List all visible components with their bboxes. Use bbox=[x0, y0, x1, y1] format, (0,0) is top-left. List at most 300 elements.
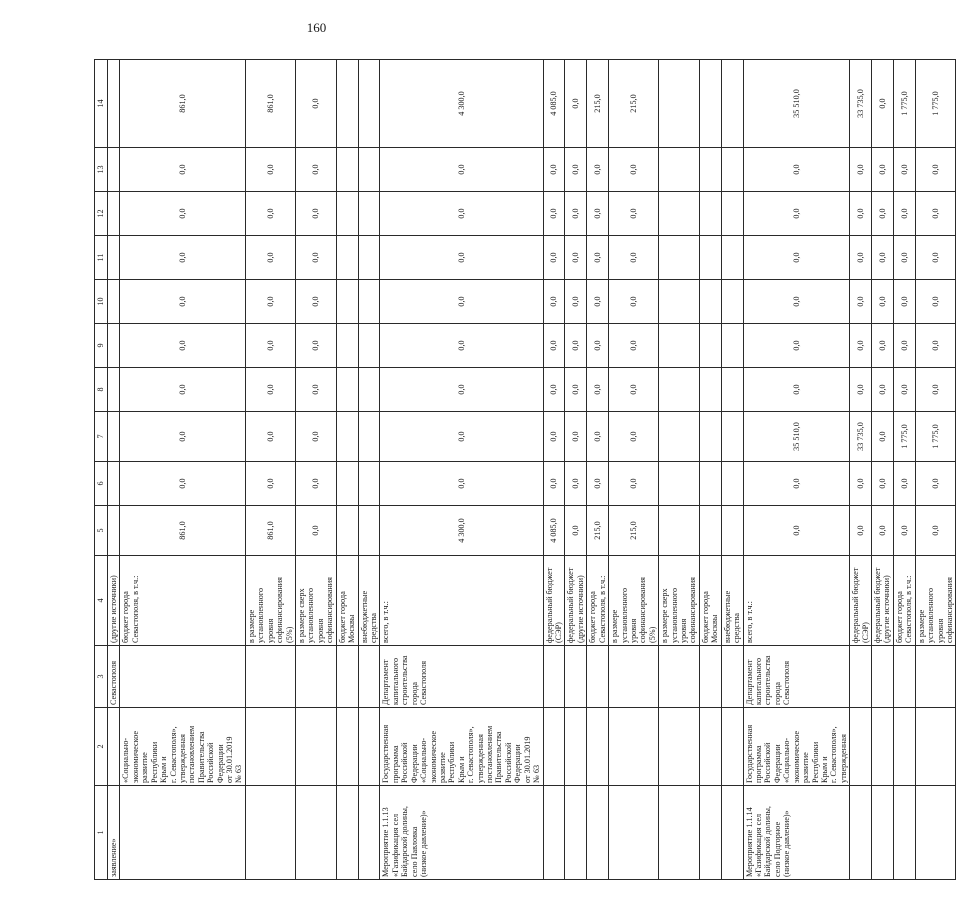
table-cell bbox=[336, 192, 358, 236]
table-cell: 0,0 bbox=[587, 324, 609, 368]
table-cell: 0,0 bbox=[245, 368, 295, 412]
table-cell bbox=[120, 786, 245, 880]
table-cell: 0,0 bbox=[120, 368, 245, 412]
column-number-row bbox=[95, 60, 108, 880]
table-row bbox=[296, 60, 337, 880]
table-cell bbox=[721, 708, 743, 786]
table-cell bbox=[721, 148, 743, 192]
table-cell: 0,0 bbox=[893, 192, 915, 236]
table-cell bbox=[358, 236, 380, 280]
column-number-cell: 10 bbox=[95, 280, 108, 324]
table-row bbox=[245, 60, 295, 880]
table-cell bbox=[336, 280, 358, 324]
table-cell bbox=[543, 708, 565, 786]
table-cell bbox=[893, 786, 915, 880]
table-cell: 0,0 bbox=[245, 236, 295, 280]
table-cell: 0,0 bbox=[543, 368, 565, 412]
table-cell: 0,0 bbox=[296, 462, 337, 506]
table-cell bbox=[699, 280, 721, 324]
column-number-cell: 11 bbox=[95, 236, 108, 280]
table-cell bbox=[659, 280, 700, 324]
table-cell: 0,0 bbox=[296, 412, 337, 462]
table-cell bbox=[336, 786, 358, 880]
table-cell bbox=[872, 786, 894, 880]
table-cell bbox=[108, 368, 120, 412]
table-cell: 4 085,0 bbox=[543, 506, 565, 556]
table-cell bbox=[721, 280, 743, 324]
table-cell bbox=[543, 646, 565, 708]
table-cell bbox=[659, 462, 700, 506]
table-cell bbox=[659, 708, 700, 786]
table-cell bbox=[659, 646, 700, 708]
table-cell: 0,0 bbox=[893, 506, 915, 556]
table-cell bbox=[358, 506, 380, 556]
table-cell: 0,0 bbox=[296, 506, 337, 556]
table-cell bbox=[108, 148, 120, 192]
table-cell: 0,0 bbox=[565, 148, 587, 192]
table-cell bbox=[872, 646, 894, 708]
table-row bbox=[699, 60, 721, 880]
table-cell: в размере установленного уровня софинансирования (5%) bbox=[245, 556, 295, 646]
table-cell bbox=[336, 236, 358, 280]
table-cell: бюджет города Севастополя, в т.ч.: bbox=[120, 556, 245, 646]
table-cell bbox=[699, 324, 721, 368]
table-cell bbox=[893, 646, 915, 708]
table-cell: 0,0 bbox=[609, 236, 659, 280]
table-cell: 0,0 bbox=[609, 368, 659, 412]
table-cell: 0,0 bbox=[296, 236, 337, 280]
table-cell bbox=[699, 412, 721, 462]
table-cell: 0,0 bbox=[609, 412, 659, 462]
table-cell: Мероприятие 1.1.13 «Газификация сел Байдарской долины, село Павловка (низкое давление)» bbox=[380, 786, 543, 880]
table-cell bbox=[699, 60, 721, 148]
column-number-cell: 2 bbox=[95, 708, 108, 786]
table-cell bbox=[915, 786, 956, 880]
table-cell bbox=[108, 506, 120, 556]
table-cell: 0,0 bbox=[296, 60, 337, 148]
table-cell: 0,0 bbox=[296, 324, 337, 368]
table-cell bbox=[336, 506, 358, 556]
table-cell: 0,0 bbox=[872, 368, 894, 412]
table-cell: Государственная программа Российской Федерации «Социально- экономическое развитие Республики Крым и г. Севастополя», утвержденная bbox=[743, 708, 850, 786]
column-number-cell: 8 bbox=[95, 368, 108, 412]
table-row bbox=[108, 60, 120, 880]
table-cell: 0,0 bbox=[850, 280, 872, 324]
table-cell: 4 300,0 bbox=[380, 60, 543, 148]
table-cell: 0,0 bbox=[609, 192, 659, 236]
table-cell: 215,0 bbox=[587, 506, 609, 556]
table-cell bbox=[699, 236, 721, 280]
table-cell: 0,0 bbox=[543, 462, 565, 506]
table-cell: 0,0 bbox=[380, 368, 543, 412]
table-cell: 0,0 bbox=[743, 148, 850, 192]
table-cell: 0,0 bbox=[587, 412, 609, 462]
column-number-cell: 1 bbox=[95, 786, 108, 880]
table-cell: 215,0 bbox=[609, 60, 659, 148]
table-cell: в размере установленного уровня софинансирования bbox=[915, 556, 956, 646]
table-cell: 0,0 bbox=[565, 192, 587, 236]
table-cell bbox=[721, 412, 743, 462]
table-cell: 0,0 bbox=[245, 280, 295, 324]
column-number-cell: 6 bbox=[95, 462, 108, 506]
table-cell: 0,0 bbox=[915, 324, 956, 368]
table-cell bbox=[108, 412, 120, 462]
table-body bbox=[95, 60, 956, 880]
column-number-cell: 14 bbox=[95, 60, 108, 148]
table-row bbox=[358, 60, 380, 880]
table-cell bbox=[721, 646, 743, 708]
table-cell: заявление» bbox=[108, 786, 120, 880]
rotated-page-content bbox=[94, 60, 955, 880]
table-cell: 0,0 bbox=[743, 324, 850, 368]
table-cell: 0,0 bbox=[587, 280, 609, 324]
table-cell: 0,0 bbox=[296, 368, 337, 412]
table-cell: в размере сверх установленного уровня софинансирования bbox=[296, 556, 337, 646]
table-cell: 0,0 bbox=[850, 236, 872, 280]
table-cell bbox=[358, 708, 380, 786]
table-cell: 0,0 bbox=[743, 506, 850, 556]
table-cell: 0,0 bbox=[743, 280, 850, 324]
table-cell bbox=[609, 708, 659, 786]
table-cell: 0,0 bbox=[587, 462, 609, 506]
table-cell: Государственная программа Российской Федерации «Социально- экономическое развитие Республики Крым и г. Севастополя», утвержденная постановлением Правительства Российской Федерации от 30.01.2019 № 63 bbox=[380, 708, 543, 786]
table-cell: 0,0 bbox=[380, 192, 543, 236]
table-cell bbox=[358, 368, 380, 412]
table-row bbox=[336, 60, 358, 880]
table-cell: Севастополя bbox=[108, 646, 120, 708]
table-cell: внебюджетные средства bbox=[721, 556, 743, 646]
table-cell bbox=[358, 280, 380, 324]
table-row bbox=[543, 60, 565, 880]
table-cell: 861,0 bbox=[245, 506, 295, 556]
table-cell: 0,0 bbox=[565, 60, 587, 148]
table-cell: 0,0 bbox=[565, 324, 587, 368]
table-row bbox=[915, 60, 956, 880]
table-cell bbox=[358, 60, 380, 148]
table-cell: 0,0 bbox=[296, 192, 337, 236]
table-cell: 0,0 bbox=[543, 324, 565, 368]
table-cell: 0,0 bbox=[565, 412, 587, 462]
table-cell: 0,0 bbox=[245, 462, 295, 506]
table-cell bbox=[336, 462, 358, 506]
table-cell: 0,0 bbox=[609, 280, 659, 324]
table-cell: 0,0 bbox=[915, 236, 956, 280]
table-cell bbox=[336, 60, 358, 148]
table-cell bbox=[699, 192, 721, 236]
table-cell: (другие источники) bbox=[108, 556, 120, 646]
table-cell: 0,0 bbox=[380, 236, 543, 280]
table-cell bbox=[336, 368, 358, 412]
table-cell: 0,0 bbox=[915, 280, 956, 324]
table-row bbox=[743, 60, 850, 880]
table-cell: 0,0 bbox=[872, 412, 894, 462]
table-row bbox=[659, 60, 700, 880]
table-cell bbox=[850, 708, 872, 786]
table-cell: 33 735,0 bbox=[850, 412, 872, 462]
table-cell: 0,0 bbox=[743, 192, 850, 236]
table-cell: 35 510,0 bbox=[743, 60, 850, 148]
table-cell bbox=[893, 708, 915, 786]
table-cell: 0,0 bbox=[850, 506, 872, 556]
table-cell bbox=[721, 506, 743, 556]
table-cell: 1 775,0 bbox=[893, 412, 915, 462]
table-cell bbox=[659, 192, 700, 236]
table-cell bbox=[108, 708, 120, 786]
table-cell bbox=[565, 786, 587, 880]
table-cell: 1 775,0 bbox=[915, 412, 956, 462]
table-cell: 0,0 bbox=[587, 368, 609, 412]
table-cell: 0,0 bbox=[743, 368, 850, 412]
table-row bbox=[565, 60, 587, 880]
table-cell: 0,0 bbox=[120, 462, 245, 506]
table-cell: 0,0 bbox=[380, 462, 543, 506]
table-cell bbox=[659, 236, 700, 280]
table-cell: 0,0 bbox=[893, 236, 915, 280]
table-cell: 861,0 bbox=[120, 506, 245, 556]
table-cell bbox=[565, 646, 587, 708]
column-number-cell: 3 bbox=[95, 646, 108, 708]
table-cell: 0,0 bbox=[120, 280, 245, 324]
table-cell bbox=[358, 148, 380, 192]
table-row bbox=[850, 60, 872, 880]
table-cell: Департамент капитального строительства города Севастополя bbox=[743, 646, 850, 708]
table-cell: всего, в т.ч.: bbox=[743, 556, 850, 646]
table-cell: бюджет города Москвы bbox=[336, 556, 358, 646]
funding-table bbox=[94, 59, 956, 880]
table-cell: в размере сверх установленного уровня софинансирования bbox=[659, 556, 700, 646]
table-cell: 0,0 bbox=[609, 462, 659, 506]
table-cell: 0,0 bbox=[296, 148, 337, 192]
table-cell: 0,0 bbox=[850, 324, 872, 368]
table-cell: федеральный бюджет (другие источники) bbox=[872, 556, 894, 646]
table-cell: 0,0 bbox=[872, 462, 894, 506]
table-cell: 0,0 bbox=[296, 280, 337, 324]
table-cell: 0,0 bbox=[543, 192, 565, 236]
table-cell bbox=[587, 646, 609, 708]
table-cell: 861,0 bbox=[120, 60, 245, 148]
table-cell: федеральный бюджет (СЭР) bbox=[543, 556, 565, 646]
table-cell: 35 510,0 bbox=[743, 412, 850, 462]
table-cell: 0,0 bbox=[587, 192, 609, 236]
table-cell bbox=[358, 786, 380, 880]
table-cell: 0,0 bbox=[850, 192, 872, 236]
table-cell bbox=[721, 236, 743, 280]
table-cell: 0,0 bbox=[872, 148, 894, 192]
table-cell: 0,0 bbox=[120, 412, 245, 462]
table-cell bbox=[699, 368, 721, 412]
column-number-cell: 4 bbox=[95, 556, 108, 646]
table-cell bbox=[108, 462, 120, 506]
table-cell: 0,0 bbox=[893, 280, 915, 324]
table-cell bbox=[336, 646, 358, 708]
table-cell: 0,0 bbox=[245, 148, 295, 192]
table-cell: 0,0 bbox=[850, 368, 872, 412]
table-cell: 0,0 bbox=[565, 280, 587, 324]
table-cell bbox=[108, 60, 120, 148]
table-cell: «Социально- экономическое развитие Республики Крым и г. Севастополя», утвержденная постановлением Правительства Российской Федерации от 30.01.2019 № 63 bbox=[120, 708, 245, 786]
table-cell bbox=[245, 646, 295, 708]
table-cell bbox=[659, 324, 700, 368]
column-number-cell: 7 bbox=[95, 412, 108, 462]
table-cell: бюджет города Севастополя, в т.ч.: bbox=[893, 556, 915, 646]
table-cell: федеральный бюджет (СЭР) bbox=[850, 556, 872, 646]
table-cell: 0,0 bbox=[915, 462, 956, 506]
table-cell bbox=[609, 786, 659, 880]
table-cell: 0,0 bbox=[893, 462, 915, 506]
table-cell: 0,0 bbox=[380, 280, 543, 324]
table-cell: 0,0 bbox=[872, 324, 894, 368]
table-cell: 0,0 bbox=[915, 192, 956, 236]
table-cell bbox=[358, 324, 380, 368]
table-cell: в размере установленного уровня софинансирования (5%) bbox=[609, 556, 659, 646]
table-cell: 0,0 bbox=[915, 506, 956, 556]
table-cell: 0,0 bbox=[850, 148, 872, 192]
table-row bbox=[872, 60, 894, 880]
table-cell: 0,0 bbox=[565, 368, 587, 412]
table-cell bbox=[245, 786, 295, 880]
table-cell bbox=[721, 786, 743, 880]
table-cell: 861,0 bbox=[245, 60, 295, 148]
table-cell: 0,0 bbox=[245, 324, 295, 368]
table-cell bbox=[358, 646, 380, 708]
table-cell bbox=[565, 708, 587, 786]
table-cell: 0,0 bbox=[850, 462, 872, 506]
table-cell bbox=[659, 148, 700, 192]
table-cell: 0,0 bbox=[587, 148, 609, 192]
table-cell: 0,0 bbox=[380, 324, 543, 368]
table-cell: 0,0 bbox=[587, 236, 609, 280]
table-cell bbox=[915, 708, 956, 786]
table-cell: 215,0 bbox=[587, 60, 609, 148]
table-row bbox=[120, 60, 245, 880]
table-row bbox=[587, 60, 609, 880]
table-cell: 0,0 bbox=[872, 506, 894, 556]
table-cell: 0,0 bbox=[543, 236, 565, 280]
table-cell bbox=[108, 324, 120, 368]
table-cell bbox=[296, 786, 337, 880]
table-cell bbox=[336, 148, 358, 192]
table-cell: бюджет города Севастополя, в т.ч.: bbox=[587, 556, 609, 646]
table-cell bbox=[296, 646, 337, 708]
table-cell: 0,0 bbox=[609, 324, 659, 368]
table-cell: 0,0 bbox=[872, 60, 894, 148]
page-number: 160 bbox=[306, 20, 327, 35]
table-cell bbox=[108, 192, 120, 236]
table-row bbox=[721, 60, 743, 880]
table-row bbox=[380, 60, 543, 880]
table-cell bbox=[699, 708, 721, 786]
table-cell: 0,0 bbox=[543, 412, 565, 462]
table-cell: федеральный бюджет (другие источники) bbox=[565, 556, 587, 646]
table-cell bbox=[699, 786, 721, 880]
table-cell: 0,0 bbox=[872, 192, 894, 236]
table-cell: 33 735,0 bbox=[850, 60, 872, 148]
table-cell bbox=[659, 412, 700, 462]
table-cell: 0,0 bbox=[380, 412, 543, 462]
table-cell bbox=[336, 324, 358, 368]
column-number-cell: 13 bbox=[95, 148, 108, 192]
table-cell bbox=[358, 462, 380, 506]
table-cell bbox=[659, 786, 700, 880]
table-cell bbox=[587, 708, 609, 786]
table-cell: 0,0 bbox=[245, 412, 295, 462]
table-cell: 0,0 bbox=[120, 236, 245, 280]
table-cell bbox=[721, 60, 743, 148]
table-cell bbox=[699, 462, 721, 506]
table-cell: 0,0 bbox=[565, 506, 587, 556]
table-row bbox=[609, 60, 659, 880]
table-cell bbox=[108, 236, 120, 280]
table-cell: 0,0 bbox=[893, 324, 915, 368]
table-cell bbox=[721, 462, 743, 506]
table-cell bbox=[543, 786, 565, 880]
table-cell: Департамент капитального строительства города Севастополя bbox=[380, 646, 543, 708]
table-cell: 1 775,0 bbox=[893, 60, 915, 148]
table-cell: 0,0 bbox=[543, 280, 565, 324]
table-cell bbox=[108, 280, 120, 324]
table-cell: Мероприятие 1.1.14 «Газификация сел Байдарской долины, село Подгорное (низкое давление)» bbox=[743, 786, 850, 880]
table-cell bbox=[915, 646, 956, 708]
column-number-cell: 12 bbox=[95, 192, 108, 236]
table-cell: 0,0 bbox=[872, 280, 894, 324]
table-cell bbox=[850, 786, 872, 880]
table-cell: 0,0 bbox=[609, 148, 659, 192]
table-cell: 0,0 bbox=[120, 324, 245, 368]
table-cell bbox=[721, 192, 743, 236]
table-cell bbox=[336, 708, 358, 786]
table-cell: 215,0 bbox=[609, 506, 659, 556]
table-cell: 0,0 bbox=[743, 462, 850, 506]
table-cell: 0,0 bbox=[245, 192, 295, 236]
table-cell bbox=[699, 506, 721, 556]
table-cell: всего, в т.ч.: bbox=[380, 556, 543, 646]
table-cell: 0,0 bbox=[120, 148, 245, 192]
table-cell bbox=[358, 192, 380, 236]
table-cell bbox=[872, 708, 894, 786]
table-cell: 0,0 bbox=[120, 192, 245, 236]
table-cell: 0,0 bbox=[565, 462, 587, 506]
table-cell bbox=[245, 708, 295, 786]
column-number-cell: 9 bbox=[95, 324, 108, 368]
column-number-cell: 5 bbox=[95, 506, 108, 556]
table-cell: 0,0 bbox=[915, 368, 956, 412]
table-cell bbox=[659, 368, 700, 412]
table-cell: 4 085,0 bbox=[543, 60, 565, 148]
table-cell: бюджет города Москвы bbox=[699, 556, 721, 646]
table-cell bbox=[336, 412, 358, 462]
table-cell: 0,0 bbox=[743, 236, 850, 280]
table-cell bbox=[850, 646, 872, 708]
rotated-table-area bbox=[94, 60, 955, 880]
table-row bbox=[893, 60, 915, 880]
table-cell: 0,0 bbox=[380, 148, 543, 192]
table-cell bbox=[609, 646, 659, 708]
table-cell: 0,0 bbox=[893, 368, 915, 412]
table-cell bbox=[120, 646, 245, 708]
table-cell bbox=[659, 506, 700, 556]
table-cell: 0,0 bbox=[565, 236, 587, 280]
table-cell bbox=[699, 646, 721, 708]
table-cell bbox=[721, 324, 743, 368]
table-cell bbox=[659, 60, 700, 148]
table-cell: 0,0 bbox=[872, 236, 894, 280]
table-cell bbox=[358, 412, 380, 462]
table-cell bbox=[699, 148, 721, 192]
table-cell: 1 775,0 bbox=[915, 60, 956, 148]
table-cell: 4 300,0 bbox=[380, 506, 543, 556]
table-cell bbox=[721, 368, 743, 412]
table-cell: 0,0 bbox=[915, 148, 956, 192]
